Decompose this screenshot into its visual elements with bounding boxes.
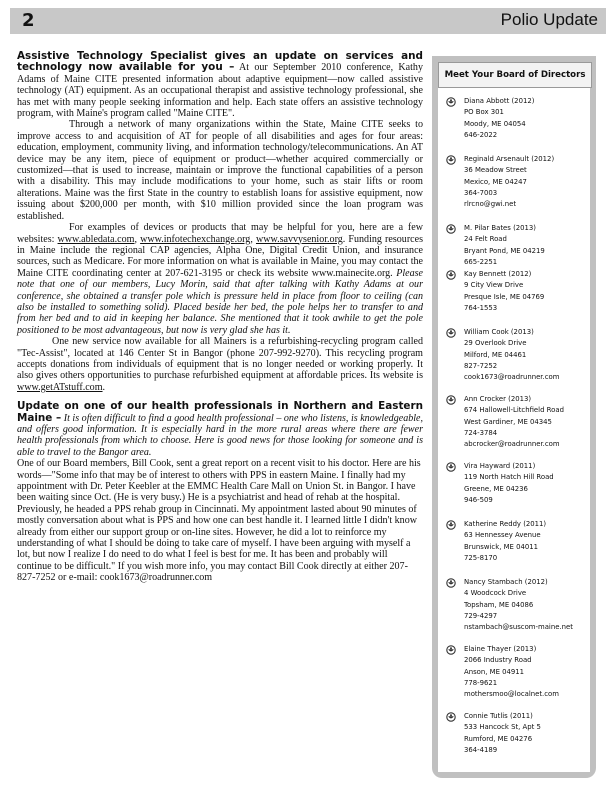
article1-p4: One new service now available for all Mainers is a refurbishing-recycling program called "Tec-Assist", located at 146 Center St in Bangor (phone 207-992-9270). This recycling program accepts donations from individuals of equipment that is no longer needed or working properly. It also gives others opportunities to purchase refurbished equipment at affordable prices. Its website is www.getATstuff.com.: [17, 336, 423, 393]
member-contact-line: 63 Hennessey Avenue: [464, 531, 541, 540]
member-note: Please note that one of our members, Lucy Morin, said that after talking with Kathy Adams at our conference, she obtained a transfer pole which is pressure held in place from floor to ceiling (can also be installed to something solid). Placed beside her bed, the pole helps her to transfer to and from her bed and to aid in keeping her balance. She mentioned that it took awhile to get the pole positioned to be most advantageous, but now is very glad she has it.: [17, 267, 423, 336]
member-contact-line: 729-4297: [464, 611, 498, 620]
polio-logo-icon: [446, 645, 456, 655]
member-contact-line: 29 Overlook Drive: [464, 339, 527, 348]
article2-intro: Update on one of our health professionals in Northern and Eastern Maine – It is often difficult to find a good health professional – one who listens, is knowledgeable, and offers good information. It is especially hard in the more rural areas where there are fewer health professionals from which to choose. Here is good news for those looking for someone and is able to travel to the Bangor area.: [17, 400, 423, 458]
member-name: Katherine Reddy (2011): [464, 520, 547, 528]
member-contact-line: nstambach@suscom-maine.net: [464, 623, 573, 632]
member-contact-line: Presque Isle, ME 04769: [464, 292, 545, 301]
link-getatstuff[interactable]: www.getATstuff.com: [17, 381, 103, 393]
page-number: 2: [22, 10, 35, 31]
polio-logo-icon: [446, 520, 456, 530]
member-contact-line: Topsham, ME 04086: [464, 600, 534, 609]
member-name: William Cook (2013): [464, 328, 534, 336]
member-contact-line: 674 Hallowell-Litchfield Road: [464, 406, 564, 415]
member-contact-line: Bryant Pond, ME 04219: [464, 246, 545, 255]
member-contact-line: 119 North Hatch Hill Road: [464, 473, 554, 482]
member-contact-line: 36 Meadow Street: [464, 166, 527, 175]
member-name: M. Pilar Bates (2013): [464, 224, 536, 232]
polio-logo-icon: [446, 395, 456, 405]
link-infotechexchange[interactable]: www.infotechexchange.org: [140, 233, 251, 245]
member-name: Elaine Thayer (2013): [464, 645, 537, 653]
board-sidebar: [432, 56, 596, 778]
member-name: Vira Hayward (2011): [464, 462, 536, 470]
member-contact-line: 533 Hancock St, Apt 5: [464, 723, 541, 732]
member-contact-line: 725-8170: [464, 553, 498, 562]
member-contact-line: Rumford, ME 04276: [464, 734, 533, 743]
member-name: Connie Tutlis (2011): [464, 712, 533, 720]
link-abledata[interactable]: www.abledata.com: [57, 233, 135, 245]
member-contact-line: rlrcno@gwi.net: [464, 200, 517, 209]
member-contact-line: Moody, ME 04054: [464, 119, 526, 128]
member-contact-line: Mexico, ME 04247: [464, 177, 527, 186]
board-list: [438, 88, 590, 772]
member-name: Reginald Arsenault (2012): [464, 155, 555, 163]
article1-p3: For examples of devices or products that may be helpful for you, here are a few websites: www.abledata.com, www.infotechexchange.org, www.savvysenior.org. Funding resources in Maine include the regional CAP agencies, Alpha One, Digital Credit Union, and insurance sources, such as Medicare. For more information on what is available in Maine, you may contact the Maine CITE coordinating center at 207-621-3195 or check its website www.mainecite.org. Please note that one of our members, Lucy Morin, said that after talking with Kathy Adams at our conference, she obtained a transfer pole which is pressure held in place from floor to ceiling (can also be installed to something solid). Placed beside her bed, the pole helps her to transfer to and from her bed and to aid in keeping her balance. She mentioned that it took awhile to get the pole positioned to be most advantageous, but now is very glad she has it.: [17, 222, 423, 336]
member-contact-line: Brunswick, ME 04011: [464, 542, 539, 551]
article1-title: Assistive Technology Specialist gives an update on services and technology now available for you –: [17, 50, 423, 74]
member-contact-line: 827-7252: [464, 361, 498, 370]
member-contact-line: 946-509: [464, 495, 493, 504]
article1-intro: [17, 51, 423, 119]
polio-logo-icon: [446, 578, 456, 588]
article2-body: One of our Board members, Bill Cook, sent a great report on a recent visit to his doctor. Here are his words—"Some info that may be of interest to others with PPS in eastern Maine. I finally had my appointment with Dr. Peter Keebler at the EMMC Health Care Mall on Union St. in Bangor. I have been waiting since Oct. (He is very busy.) He is a psychiatrist and head of rehab at the hospital. Previously, he headed a PPS rehab group in Cincinnati. My appointment lasted about 90 minutes of mostly conversation about what is PPS and how one can best handle it. I learned little I didn't know already from either our support group or on-line sites. However, he did a lot to reinforce my understanding of what I should be doing to take care of myself. I have been arguing with myself a lot, but now I realize I do need to do what I feel is best for me. It has been and probably will continue to be difficult." If you wish more info, you may contact Bill Cook directly at either 207-827-7252 or e-mail: cook1673@roadrunner.com: [17, 458, 421, 584]
member-name: Ann Crocker (2013): [464, 395, 532, 403]
polio-logo-icon: [446, 712, 456, 722]
polio-logo-icon: [446, 97, 456, 107]
link-savvysenior[interactable]: www.savvysenior.org: [255, 233, 343, 245]
sidebar-title: Meet Your Board of Directors: [438, 62, 592, 88]
member-contact-line: Milford, ME 04461: [464, 350, 527, 359]
member-contact-line: 724-3784: [464, 428, 498, 437]
main-column: [17, 51, 423, 584]
member-contact-line: 9 City View Drive: [464, 281, 524, 290]
polio-logo-icon: [446, 328, 456, 338]
article1-p2: Through a network of many organizations within the State, Maine CITE seeks to improve access to and acquisition of AT for people of all disabilities and ages for four areas: education, employment, community living, and information technology/telecommunications. An AT device may be any item, piece of equipment or product—whether acquired commercially or customized—that is used to increase, maintain or improve the functional capabilities of a person with a disability. This may include modifications to your home, such as stair lifts or room alterations. Maine was the first State in the country to establish loans for assistive equipment, now issuing about $200,000 per month, with $10 million provided since the loan program was established.: [17, 119, 423, 222]
polio-logo-icon: [446, 462, 456, 472]
member-contact-line: 665-2251: [464, 257, 498, 266]
member-contact-line: PO Box 301: [464, 108, 504, 117]
article1-p1: At our September 2010 conference, Kathy Adams of Maine CITE presented information about adaptive equipment—now called assistive technology (AT) equipment. As an occupational therapist and assistive technology professional, she has met with many people seeking information and help. Each state offers an assistive technology program, with Maine's program called "Maine CITE".: [17, 62, 423, 120]
member-name: Kay Bennett (2012): [464, 270, 532, 278]
article2-title: Update on one of our health professionals in Northern and Eastern Maine –: [17, 400, 423, 424]
member-contact-line: 646-2022: [464, 130, 498, 139]
member-contact-line: 24 Felt Road: [464, 235, 507, 244]
member-contact-line: West Gardiner, ME 04345: [464, 417, 552, 426]
page-header: [10, 8, 606, 34]
member-contact-line: 364-7003: [464, 188, 498, 197]
member-contact-line: 364-4189: [464, 745, 498, 754]
polio-logo-icon: [446, 155, 456, 165]
member-contact-line: Greene, ME 04236: [464, 484, 528, 493]
member-name: Nancy Stambach (2012): [464, 578, 548, 586]
member-contact-line: cook1673@roadrunner.com: [464, 373, 560, 382]
member-contact-line: mothersmoo@localnet.com: [464, 690, 559, 699]
member-contact-line: Anson, ME 04911: [464, 667, 525, 676]
polio-logo-icon: [446, 224, 456, 234]
publication-title: Polio Update: [500, 10, 598, 29]
member-contact-line: 2066 Industry Road: [464, 656, 532, 665]
member-contact-line: 778-9621: [464, 678, 498, 687]
member-contact-line: 4 Woodcock Drive: [464, 589, 527, 598]
member-contact-line: 764-1553: [464, 303, 498, 312]
member-contact-line: abcrocker@roadrunner.com: [464, 440, 560, 449]
member-name: Diana Abbott (2012): [464, 97, 535, 105]
polio-logo-icon: [446, 270, 456, 280]
